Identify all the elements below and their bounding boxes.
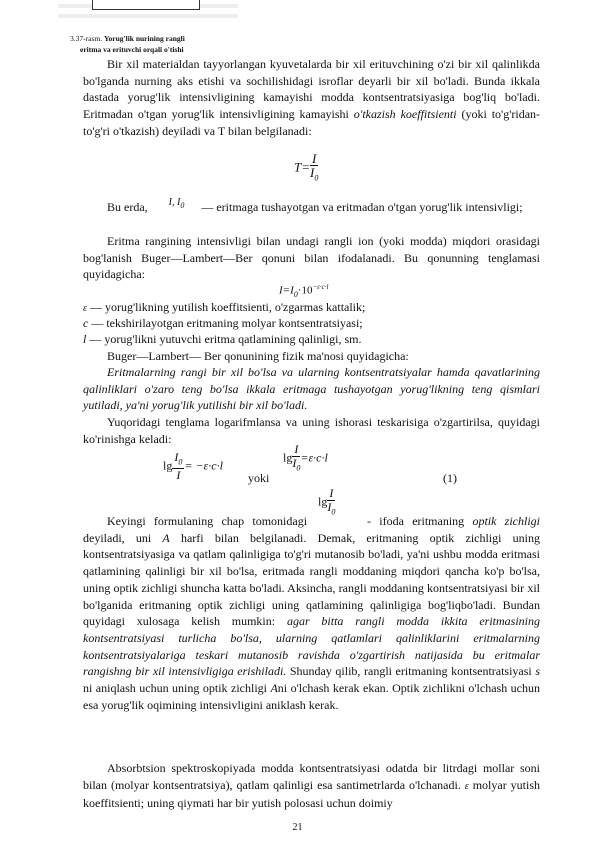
paragraph-text: Buger—Lambert— Ber qonunining fizik ma'nosi quyidagicha:	[107, 349, 409, 363]
caption-title-line-1: Yorug'lik nurining rangli	[103, 34, 185, 43]
lg-symbol: lg	[283, 450, 293, 465]
formula-subscript: 0	[293, 289, 298, 299]
symbol-I-I0	[169, 197, 185, 208]
figure-fragment	[58, 0, 238, 22]
paragraph-text: Shunday qilib, rangli eritmaning kontsentratsiyasi	[289, 664, 532, 679]
italic-term: o'tkazish koeffitsienti	[353, 107, 457, 122]
fraction-numerator: I	[329, 486, 334, 500]
definition-text: — tekshirilayotgan eritmaning molyar kontsentratsiyasi;	[91, 316, 363, 330]
paragraph-text: Bir xil materialdan tayyorlangan kyuvetalarda bir xil erituvchining o'zi bir xil qalinlikda bo'lganda nurning aks etishi va sochilishidagi isroflar deyarli bir xil bo'ladi. Bunda ikkala dastada yorug'lik intensivligining kamayishi modda kontsentratsiyasiga bog'liq bo'ladi. Eritmadan o'tgan yorug'lik intensivligining kamayishi	[83, 57, 540, 122]
italic-text: agar bitta rangli modda ikkita eritmasining kontsentratsiyasi turlicha bo'lsa, ularning qatlamlari qalinliklarini eritmalarning kontsentratsiyalariga teskari mutanosib ravishda o'zgartirish natijasida bu eritmalar rangishng bir xil intensivligiga erishiladi.	[83, 614, 541, 679]
denominator-subscript: 0	[296, 463, 301, 473]
paragraph-text: Bu erda,	[107, 200, 148, 214]
formula-fraction	[172, 451, 184, 482]
paragraph-text: ni aniqlash uchun uning optik zichligi	[83, 681, 267, 696]
paragraph-text: Eritma rangining intensivligi bilan undagi rangli ion (yoki modda) miqdori orasidagi bog'lanish Buger—Lambert—Ber qonuni bilan ifodalanadi. Bu qonunning tenglamasi quyidagicha:	[83, 234, 540, 282]
symbol-text: I, I	[168, 197, 181, 208]
symbol-A: A	[162, 530, 170, 545]
symbol-s: s	[535, 664, 541, 679]
equation-number: (1)	[443, 471, 457, 485]
formula-symbol: T	[294, 159, 302, 175]
equation-separator: yoki	[248, 471, 270, 485]
paragraph-transmission	[83, 56, 540, 140]
lg-symbol: lg	[163, 458, 173, 473]
paragraph-text: ni o'lchash kerak ekan. Optik zichlikni o'lchash uchun esa yorug'lik oqimining intensivligini aniklash kerak.	[83, 681, 540, 712]
numerator-subscript: 0	[178, 457, 183, 467]
page-number: 21	[292, 822, 303, 833]
equation-rhs: = −ε·c·l	[184, 458, 223, 473]
definition-text: — yorug'likning yutilish koeffitsienti, o'zgarmas kattalik;	[89, 300, 366, 314]
paragraph-physical-meaning	[107, 348, 409, 364]
paragraph-optical-density	[83, 513, 540, 713]
formula-symbol: I	[290, 284, 294, 297]
formula-transmittance	[294, 152, 318, 185]
paragraph-text: (yoki to'g'ridan-to'g'ri o'tkazish) deyiladi va T bilan belgilanadi:	[83, 107, 541, 138]
paragraph-italic-law	[83, 364, 540, 414]
definition-l	[83, 331, 361, 347]
italic-term: optik zichligi	[472, 514, 541, 528]
formula-operator: =	[301, 159, 311, 175]
equation-lg-1	[163, 451, 223, 482]
paragraph-absorption	[83, 760, 540, 812]
paragraph-text: Keyingi formulaning chap tomonidagi	[107, 514, 308, 528]
numerator-symbol: I	[174, 450, 179, 464]
equation-rhs: =ε·c·l	[300, 450, 328, 465]
denominator-symbol: I	[327, 500, 332, 514]
paragraph-text: — eritmaga tushayotgan va eritmadan o'tgan yorug'lik intensivligi;	[201, 200, 523, 214]
figure-box	[92, 0, 200, 10]
caption-title-line-2: eritma va erituvchi orqali o'tishi	[80, 45, 184, 54]
paragraph-text: molyar yutish koeffitsienti; uning qiymati har bir yutish polosasi uchun doimiy	[83, 777, 541, 811]
fraction-numerator: I	[312, 151, 317, 166]
formula-fraction	[310, 152, 318, 185]
symbol-subscript: 0	[180, 201, 185, 210]
definition-I-I0	[83, 199, 540, 220]
denominator-subscript: 0	[331, 507, 336, 517]
formula-operator: =	[282, 284, 291, 297]
definition-text: — yorug'likni yutuvchi eritma qatlamining qalinligi, sm.	[89, 332, 362, 346]
denominator-symbol: I	[310, 165, 315, 180]
symbol-A: A	[270, 681, 278, 696]
figure-caption	[70, 33, 185, 55]
italic-text: Eritmalarning rangi bir xil bo'lsa va ularning kontsentratsiyalar hamda qavatlarining qalinliklari o'zaro teng bo'lsa ikkala eritmaga tushayotgan yorug'likning teng qismlari yutiladi, ya'ni yorug'lik yutilishi bir xil bo'ladi.	[83, 365, 540, 413]
paragraph-text: - ifoda eritmaning	[367, 514, 465, 528]
symbol-epsilon: ε	[83, 303, 87, 314]
paragraph-law-intro	[83, 233, 540, 283]
definition-c	[83, 315, 363, 331]
caption-number: 3.37-rasm.	[70, 34, 103, 43]
symbol-epsilon: ε	[464, 780, 469, 792]
fraction-numerator: I	[294, 442, 299, 456]
fraction-numerator	[172, 451, 184, 469]
paragraph-text: Absorbtsion spektroskopiyada modda kontsentratsiyasi odatda bir litrdagi mollar soni bilan (molyar kontsentratsiya), qatlam qalinligi esa santimetrlarda o'lchanadi.	[83, 761, 540, 792]
formula-blb-law	[279, 283, 329, 299]
formula-power-base: ·10	[297, 284, 313, 297]
equation-lg-2	[283, 443, 328, 474]
fraction-denominator: I	[176, 468, 181, 483]
fraction-denominator	[310, 166, 318, 185]
paragraph-text: harfi bilan belgilanadi. Demak, eritmaning optik zichligi uning kontsentratsiyasiga va qatlam qalinligiga to'g'ri mutanosib bo'ladi, ya'ni ushbu modda eritmasi qatlamining qalinligi bir xil bo'lsa, eritmada rangli moddaning miqdori qancha ko'p bo'lsa, uning optik zichligi shuncha katta bo'ladi. Aksincha, rangli moddaning kontsentratsiyasi bir xil bo'lganida eritmaning optik zichligi uning qatlamining qalinligiga bog'liqbo'ladi. Bundan quyidagi xulosaga kelish mumkin:	[83, 530, 541, 629]
symbol-l: l	[83, 332, 87, 346]
formula-exponent: −ε·c·l	[312, 283, 329, 291]
denominator-symbol: I	[292, 456, 297, 470]
denominator-subscript: 0	[314, 173, 319, 183]
paragraph-text: deyiladi, uni	[83, 530, 152, 545]
symbol-c: c	[83, 316, 89, 330]
paragraph-text: Yuqoridagi tenglama logarifmlansa va uning ishorasi teskarisiga o'zgartirilsa, quyidagi ko'rinishga keladi:	[83, 415, 540, 446]
figure-faint-line	[58, 14, 238, 18]
lg-symbol: lg	[318, 494, 328, 509]
formula-symbol: I	[279, 284, 283, 297]
